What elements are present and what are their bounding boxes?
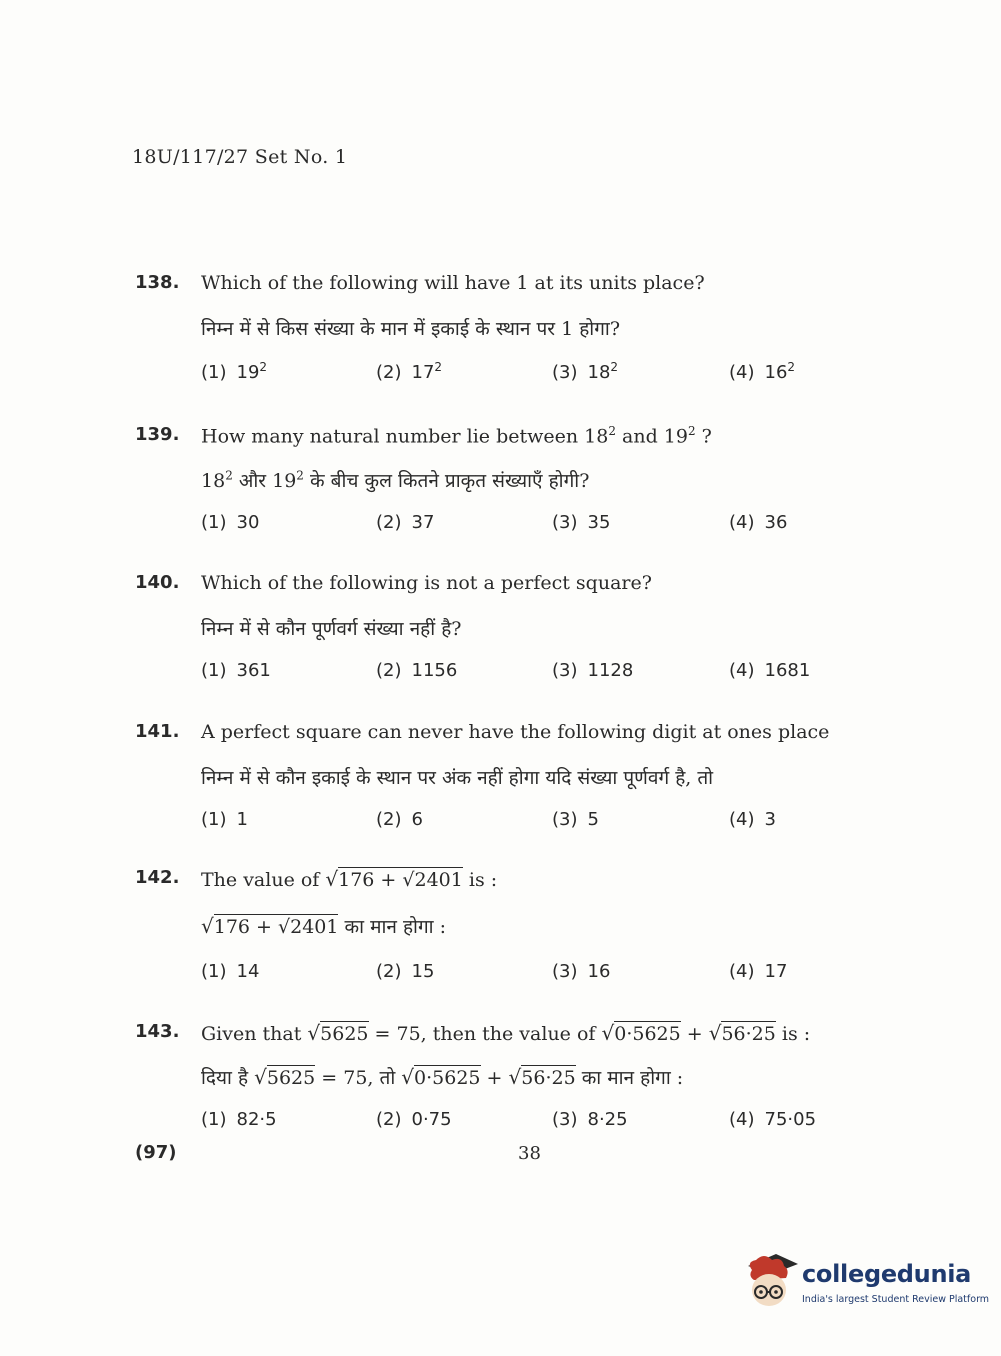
mascot-icon (742, 1252, 800, 1312)
option-3: (3) $18^2$ (552, 360, 619, 383)
option-2: (2) 1156 (376, 660, 458, 681)
collegedunia-logo (742, 1252, 990, 1312)
option-1: (1) 1 (201, 809, 248, 830)
option-4: (4) 1681 (729, 660, 811, 681)
option-2: (2) 15 (376, 961, 435, 982)
question-text-english: Given that √5625 = 75, then the value of √0·5625 + √56·25 is : (201, 1021, 811, 1045)
question-number: 138. (135, 272, 180, 293)
paper-code-header: 18U/117/27 Set No. 1 (132, 146, 348, 168)
question-text-hindi: निम्न में से कौन पूर्णवर्ग संख्या नहीं है? (201, 618, 462, 640)
option-4: (4) $16^2$ (729, 360, 796, 383)
question-text-english: How many natural number lie between $18^2$ and $19^2$ ? (201, 424, 712, 448)
option-3: (3) 8·25 (552, 1109, 628, 1130)
question-number: 140. (135, 572, 180, 593)
option-4: (4) 17 (729, 961, 788, 982)
footer-code: (97) (135, 1142, 177, 1163)
option-4: (4) 3 (729, 809, 776, 830)
brand-tagline: India's largest Student Review Platform (802, 1294, 990, 1305)
question-text-hindi: निम्न में से कौन इकाई के स्थान पर अंक नहीं होगा यदि संख्या पूर्णवर्ग है, तो (201, 767, 714, 789)
question-text-hindi: √176 + √2401 का मान होगा : (201, 914, 447, 938)
option-3: (3) 35 (552, 512, 611, 533)
option-2: (2) 6 (376, 809, 423, 830)
question-text-english: Which of the following will have 1 at its units place? (201, 272, 705, 294)
option-3: (3) 5 (552, 809, 599, 830)
question-number: 142. (135, 867, 180, 888)
question-text-hindi: दिया है √5625 = 75, तो √0·5625 + √56·25 का मान होगा : (201, 1065, 684, 1089)
option-4: (4) 75·05 (729, 1109, 817, 1130)
question-text-hindi: निम्न में से किस संख्या के मान में इकाई के स्थान पर 1 होगा? (201, 318, 621, 340)
page-number: 38 (518, 1143, 541, 1164)
option-2: (2) 37 (376, 512, 435, 533)
option-1: (1) 14 (201, 961, 260, 982)
option-1: (1) 361 (201, 660, 271, 681)
question-text-english: A perfect square can never have the following digit at ones place (201, 721, 830, 743)
question-text-english: The value of √176 + √2401 is : (201, 867, 498, 891)
question-number: 139. (135, 424, 180, 445)
option-2: (2) 0·75 (376, 1109, 452, 1130)
question-number: 141. (135, 721, 180, 742)
question-number: 143. (135, 1021, 180, 1042)
option-3: (3) 1128 (552, 660, 634, 681)
option-2: (2) $17^2$ (376, 360, 443, 383)
option-3: (3) 16 (552, 961, 611, 982)
question-text-english: Which of the following is not a perfect square? (201, 572, 652, 594)
question-text-hindi: $18^2$ और $19^2$ के बीच कुल कितने प्राकृत संख्याएँ होगी? (201, 468, 590, 492)
brand-name: collegedunia (802, 1260, 972, 1288)
option-4: (4) 36 (729, 512, 788, 533)
option-1: (1) $19^2$ (201, 360, 268, 383)
option-1: (1) 30 (201, 512, 260, 533)
option-1: (1) 82·5 (201, 1109, 277, 1130)
